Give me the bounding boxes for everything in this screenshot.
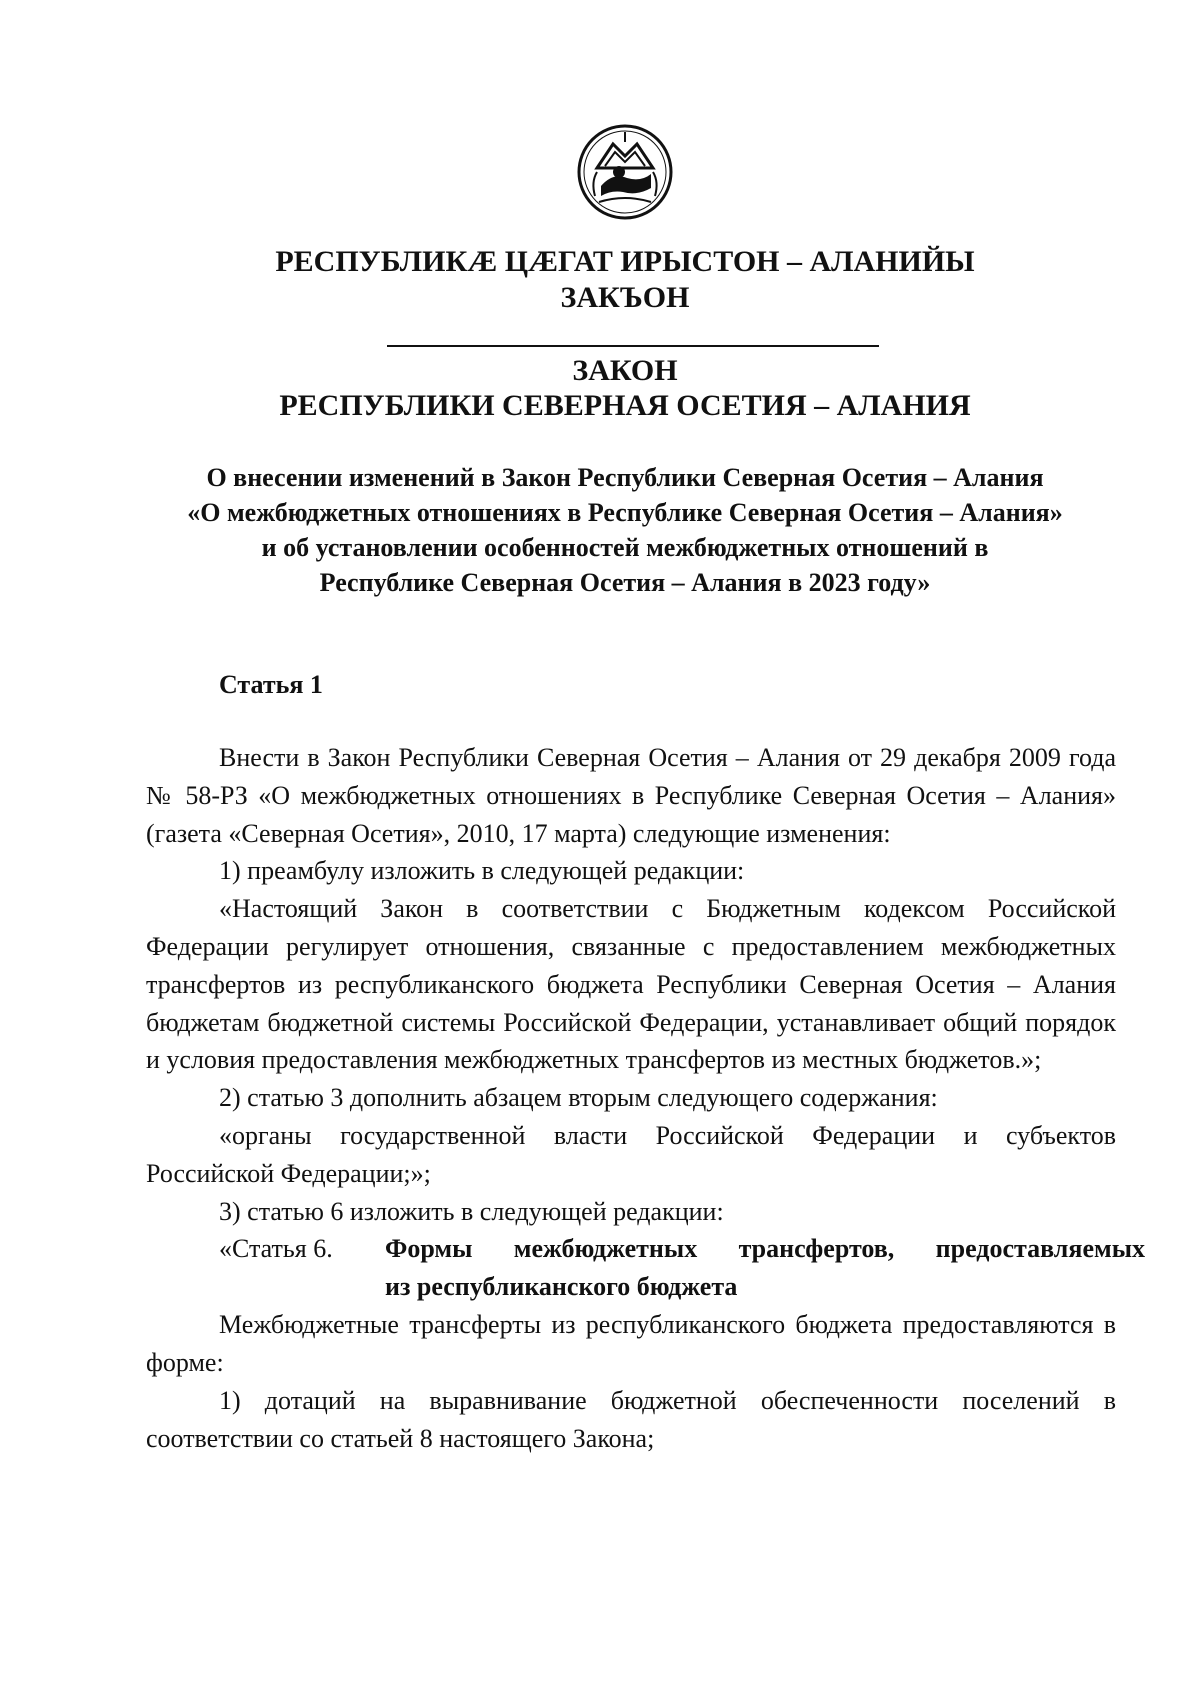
law-title [0,460,1200,600]
law-title-line: О внесении изменений в Закон Республики Северная Осетия – Алания [206,463,1044,492]
paragraph-article-6-text: Межбюджетные трансферты из республиканского бюджета предоставляются в форме: [146,1310,1116,1378]
law-title-line: и об установлении особенностей межбюджетных отношений в [261,533,989,562]
article-6-title [385,1230,1145,1306]
header-republic: РЕСПУБЛИКИ СЕВЕРНАЯ ОСЕТИЯ – АЛАНИЯ [279,389,971,422]
article-6-title-line: Формы межбюджетных трансфертов, предоставляемых [385,1234,1145,1264]
paragraph-article-6-item-1: 1) дотаций на выравнивание бюджетной обеспеченности поселений в соответствии со статьей 8 настоящего Закона; [146,1385,1116,1453]
article-6-label: «Статья 6. [219,1234,333,1264]
header-ossetian-republic: РЕСПУБЛИКӔ ЦӔГАТ ИРЫСТОН – АЛАНИЙЫ [275,245,975,278]
paragraph-item-1-text: «Настоящий Закон в соответствии с Бюджетным кодексом Российской Федерации регулирует отношения, связанные с предоставлением межбюджетных трансфертов из республиканского бюджета Республики Северная Осетия – Алания бюджетам бюджетной системы Российской Федерации, устанавливает общий порядок и условия предоставления межбюджетных трансфертов из местных бюджетов.»; [146,894,1116,1075]
coat-of-arms-icon [575,122,675,222]
paragraph-item-1: 1) преамбулу изложить в следующей редакции: [219,856,745,886]
header-divider [387,345,879,347]
paragraph-item-3: 3) статью 6 изложить в следующей редакции: [219,1196,724,1226]
paragraph-item-2-text: «органы государственной власти Российской Федерации и субъектов Российской Федерации;»; [146,1120,1116,1188]
article-heading: Статья 1 [219,670,323,699]
header-law: ЗАКОН [572,354,678,387]
article-6-heading [146,1230,1145,1306]
paragraph-item-2: 2) статью 3 дополнить абзацем вторым следующего содержания: [219,1083,938,1113]
law-title-line: Республике Северная Осетия – Алания в 2023 году» [319,568,931,597]
article-body [146,739,1145,1458]
article-6-title-line: из республиканского бюджета [385,1272,738,1302]
paragraph-intro: Внести в Закон Республики Северная Осетия – Алания от 29 декабря 2009 года № 58-РЗ «О межбюджетных отношениях в Республике Северная Осетия – Алания» (газета «Северная Осетия», 2010, 17 марта) следующие изменения: [146,743,1116,848]
law-title-line: «О межбюджетных отношениях в Республике Северная Осетия – Алания» [187,498,1063,527]
header-ossetian-law: ЗАКЪОН [560,281,690,314]
